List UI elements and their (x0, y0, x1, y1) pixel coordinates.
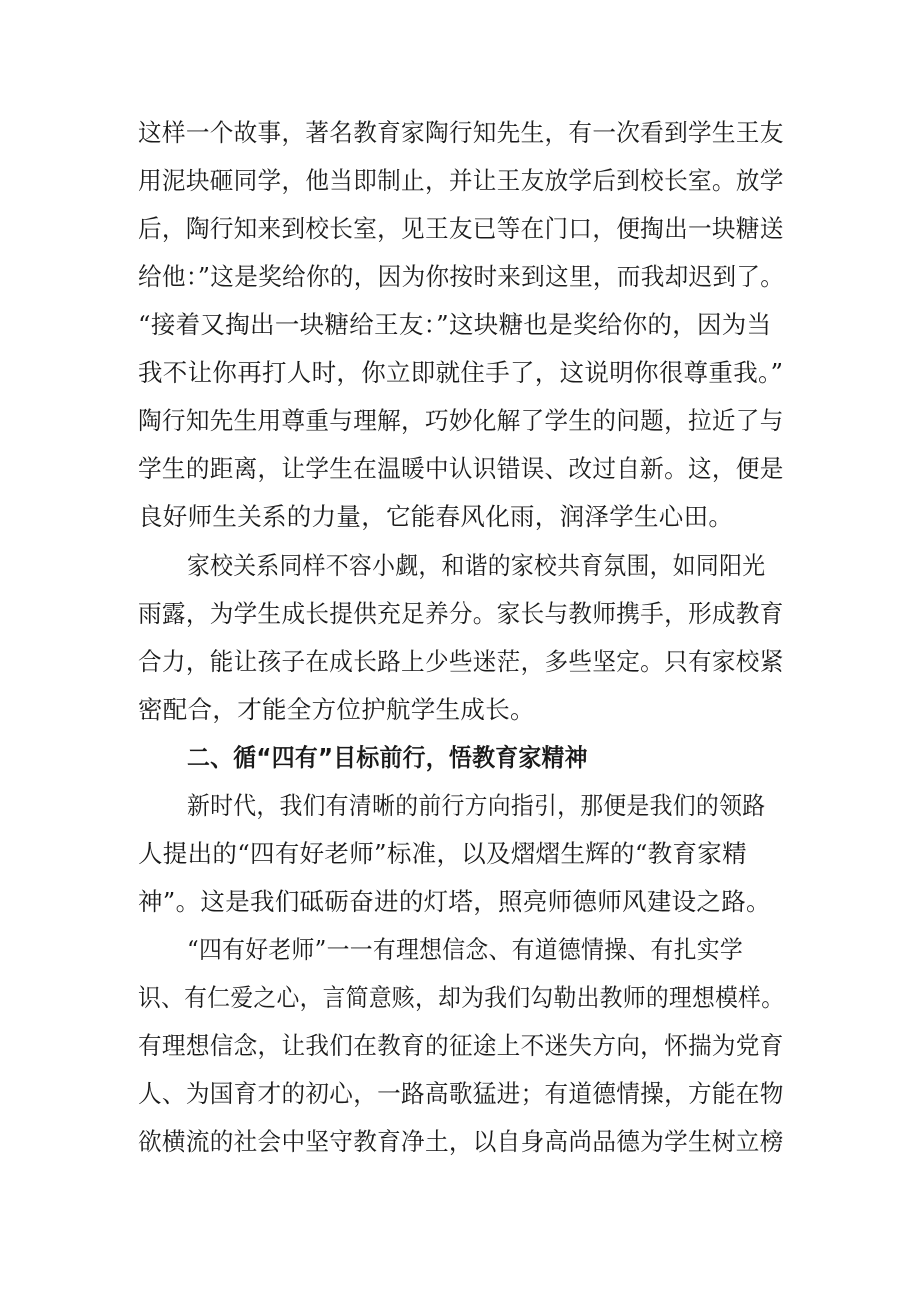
paragraph-first-line: 新时代，我们有清晰的前行方向指引，那便是我们的领路 (187, 791, 766, 820)
text-line: 识、有仁爱之心，言简意赅，却为我们勾勒出教师的理想模样。 (138, 983, 785, 1012)
text-line: 密配合，才能全方位护航学生成长。 (138, 695, 535, 724)
section-heading: 二、循“四有”目标前行，悟教育家精神 (187, 743, 588, 772)
text-line: 雨露，为学生成长提供充足养分。家长与教师携手，形成教育 (138, 599, 784, 628)
text-line: 合力，能让孩子在成长路上少些迷茫，多些坚定。只有家校紧 (138, 647, 784, 676)
text-line: 陶行知先生用尊重与理解，巧妙化解了学生的问题，拉近了与 (138, 406, 784, 435)
text-line: 后，陶行知来到校长室，见王友已等在门口，便掏出一块糖送 (138, 214, 784, 243)
text-line: 学生的距离，让学生在温暖中认识错误、改过自新。这，便是 (138, 454, 784, 483)
text-line: 我不让你再打人时，你立即就住手了，这说明你很尊重我。” (138, 358, 784, 387)
text-line: 欲横流的社会中坚守教育净土，以自身高尚品德为学生树立榜 (138, 1127, 784, 1156)
text-line: 给他：”这是奖给你的，因为你按时来到这里，而我却迟到了。 (138, 262, 785, 291)
text-line: 用泥块砸同学，他当即制止，并让王友放学后到校长室。放学 (138, 166, 784, 195)
paragraph-first-line: 家校关系同样不容小觑，和谐的家校共育氛围，如同阳光 (187, 551, 766, 580)
text-line: 神”。这是我们砥砺奋进的灯塔，照亮师德师风建设之路。 (138, 887, 771, 916)
text-line: 良好师生关系的力量，它能春风化雨，润泽学生心田。 (138, 502, 734, 531)
paragraph-first-line: “四有好老师”一一有理想信念、有道德情操、有扎实学 (187, 935, 744, 964)
text-line: 人提出的“四有好老师”标准，以及熠熠生辉的“教育家精 (138, 839, 747, 868)
text-line: “接着又掏出一块糖给王友：”这块糖也是奖给你的，因为当 (138, 310, 772, 339)
text-line: 人、为国育才的初心，一路高歌猛进；有道德情操，方能在物 (138, 1079, 784, 1108)
text-line: 有理想信念，让我们在教育的征途上不迷失方向，怀揣为党育 (138, 1031, 784, 1060)
text-line: 这样一个故事，著名教育家陶行知先生，有一次看到学生王友 (138, 118, 784, 147)
